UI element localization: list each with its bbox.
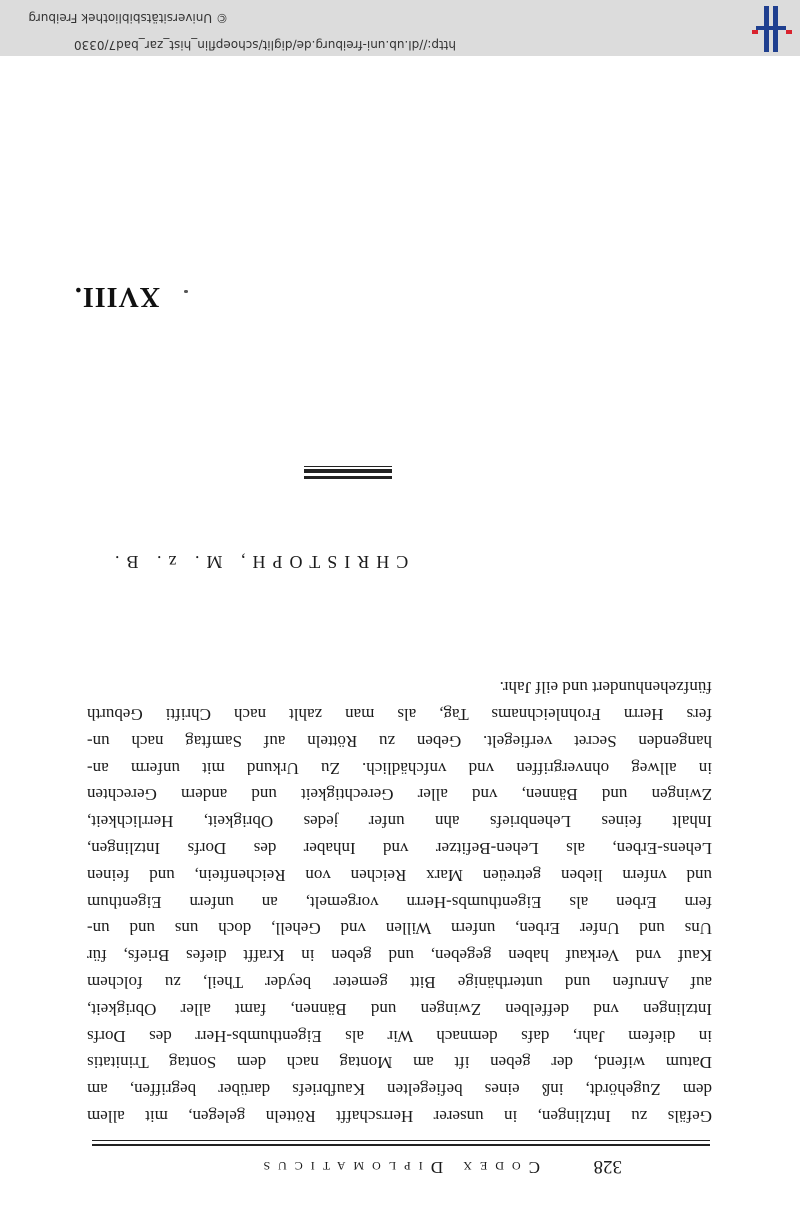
text-line: Datum wifend, der geben ift am Montag nach dem Sontag Trinitatis [87, 1053, 712, 1073]
signature: CHRISTOPH, M. z. B. [108, 552, 409, 572]
text-line: fers Herrn Frohnleichnams Tag, als man zahlt nach Chrifti Geburth [87, 705, 712, 725]
running-head: Codex Diplomaticus [255, 1158, 540, 1177]
text-line: Zwingen und Bännen, vnd aller Gerechtigkeit und andern Gerechten [87, 785, 712, 805]
header-rule-thick [92, 1144, 710, 1146]
text-line: fern Erben als Eigenthumbs-Herrn vorgemelt, an unfern Eigenthum [87, 892, 712, 912]
text-line: in diefem Jahr, dafs demnach Wir als Eigenthumbs-Herr des Dorfs [87, 1026, 712, 1046]
header-rule-thin [92, 1140, 710, 1141]
text-line: auf Anrufen und unterthänige Bitt gemeter beyder Theil, zu folchem [87, 973, 712, 993]
footer-bar [0, 0, 800, 56]
text-line: dem Zugehördt, inß eines befiegelten Kaufbriefs darüber begriffen, am [87, 1080, 712, 1100]
ornament-rule [304, 476, 392, 479]
text-line: fünfzehenhundert und eilf Jahr. [499, 678, 712, 698]
text-line: Inhalt feines Lehenbriefs ahn unfer jedes Obrigkeit, Herrlichkeit, [87, 812, 712, 832]
ornament-rule [304, 469, 392, 473]
text-line: und vnfern lieben getreüen Marx Reichen von Reichenftein, und feinen [87, 865, 712, 885]
text-line: Gefäls zu Intzlingen, in unserer Herrschafft Rötteln gelegen, mit allem [87, 1107, 712, 1126]
text-line: Kauf vnd Verkauf haben gegeben, und geben in Krafft diefes Briefs, für [87, 946, 712, 966]
text-line: Lehens-Erben, als Lehen-Befitzer vnd Inhaber des Dorfs Intzlingen, [87, 839, 712, 859]
copyright-text: © Universitätsbibliothek Freiburg [28, 11, 228, 25]
page-header [0, 1153, 800, 1177]
text-line: Intzlingen vnd deffelben Zwingen und Bännen, famt aller Obrigkeit, [87, 999, 712, 1019]
permalink-url[interactable]: http://dl.ub.uni-freiburg.de/diglit/schoepflin_hist_zar_bad7/0330 [73, 38, 456, 52]
text-line: Uns und Unfer Erben, unfern Willen vnd Gehell, doch uns und un- [87, 919, 712, 939]
page-number: 328 [593, 1156, 622, 1177]
text-line: hangenden Secret verfiegelt. Geben zu Rötteln auf Samftag nach un- [87, 731, 712, 751]
scanned-page [0, 57, 800, 1217]
ub-freiburg-logo-icon [752, 4, 792, 54]
document-number: XVIII. [73, 281, 160, 312]
text-line: in allweg ohnvergriffen vnd vnfchädlich. Zu Urkund mit unferm an- [87, 758, 712, 778]
ink-speck [184, 290, 188, 293]
document-text [87, 673, 712, 1129]
ornament-rule [304, 466, 392, 467]
